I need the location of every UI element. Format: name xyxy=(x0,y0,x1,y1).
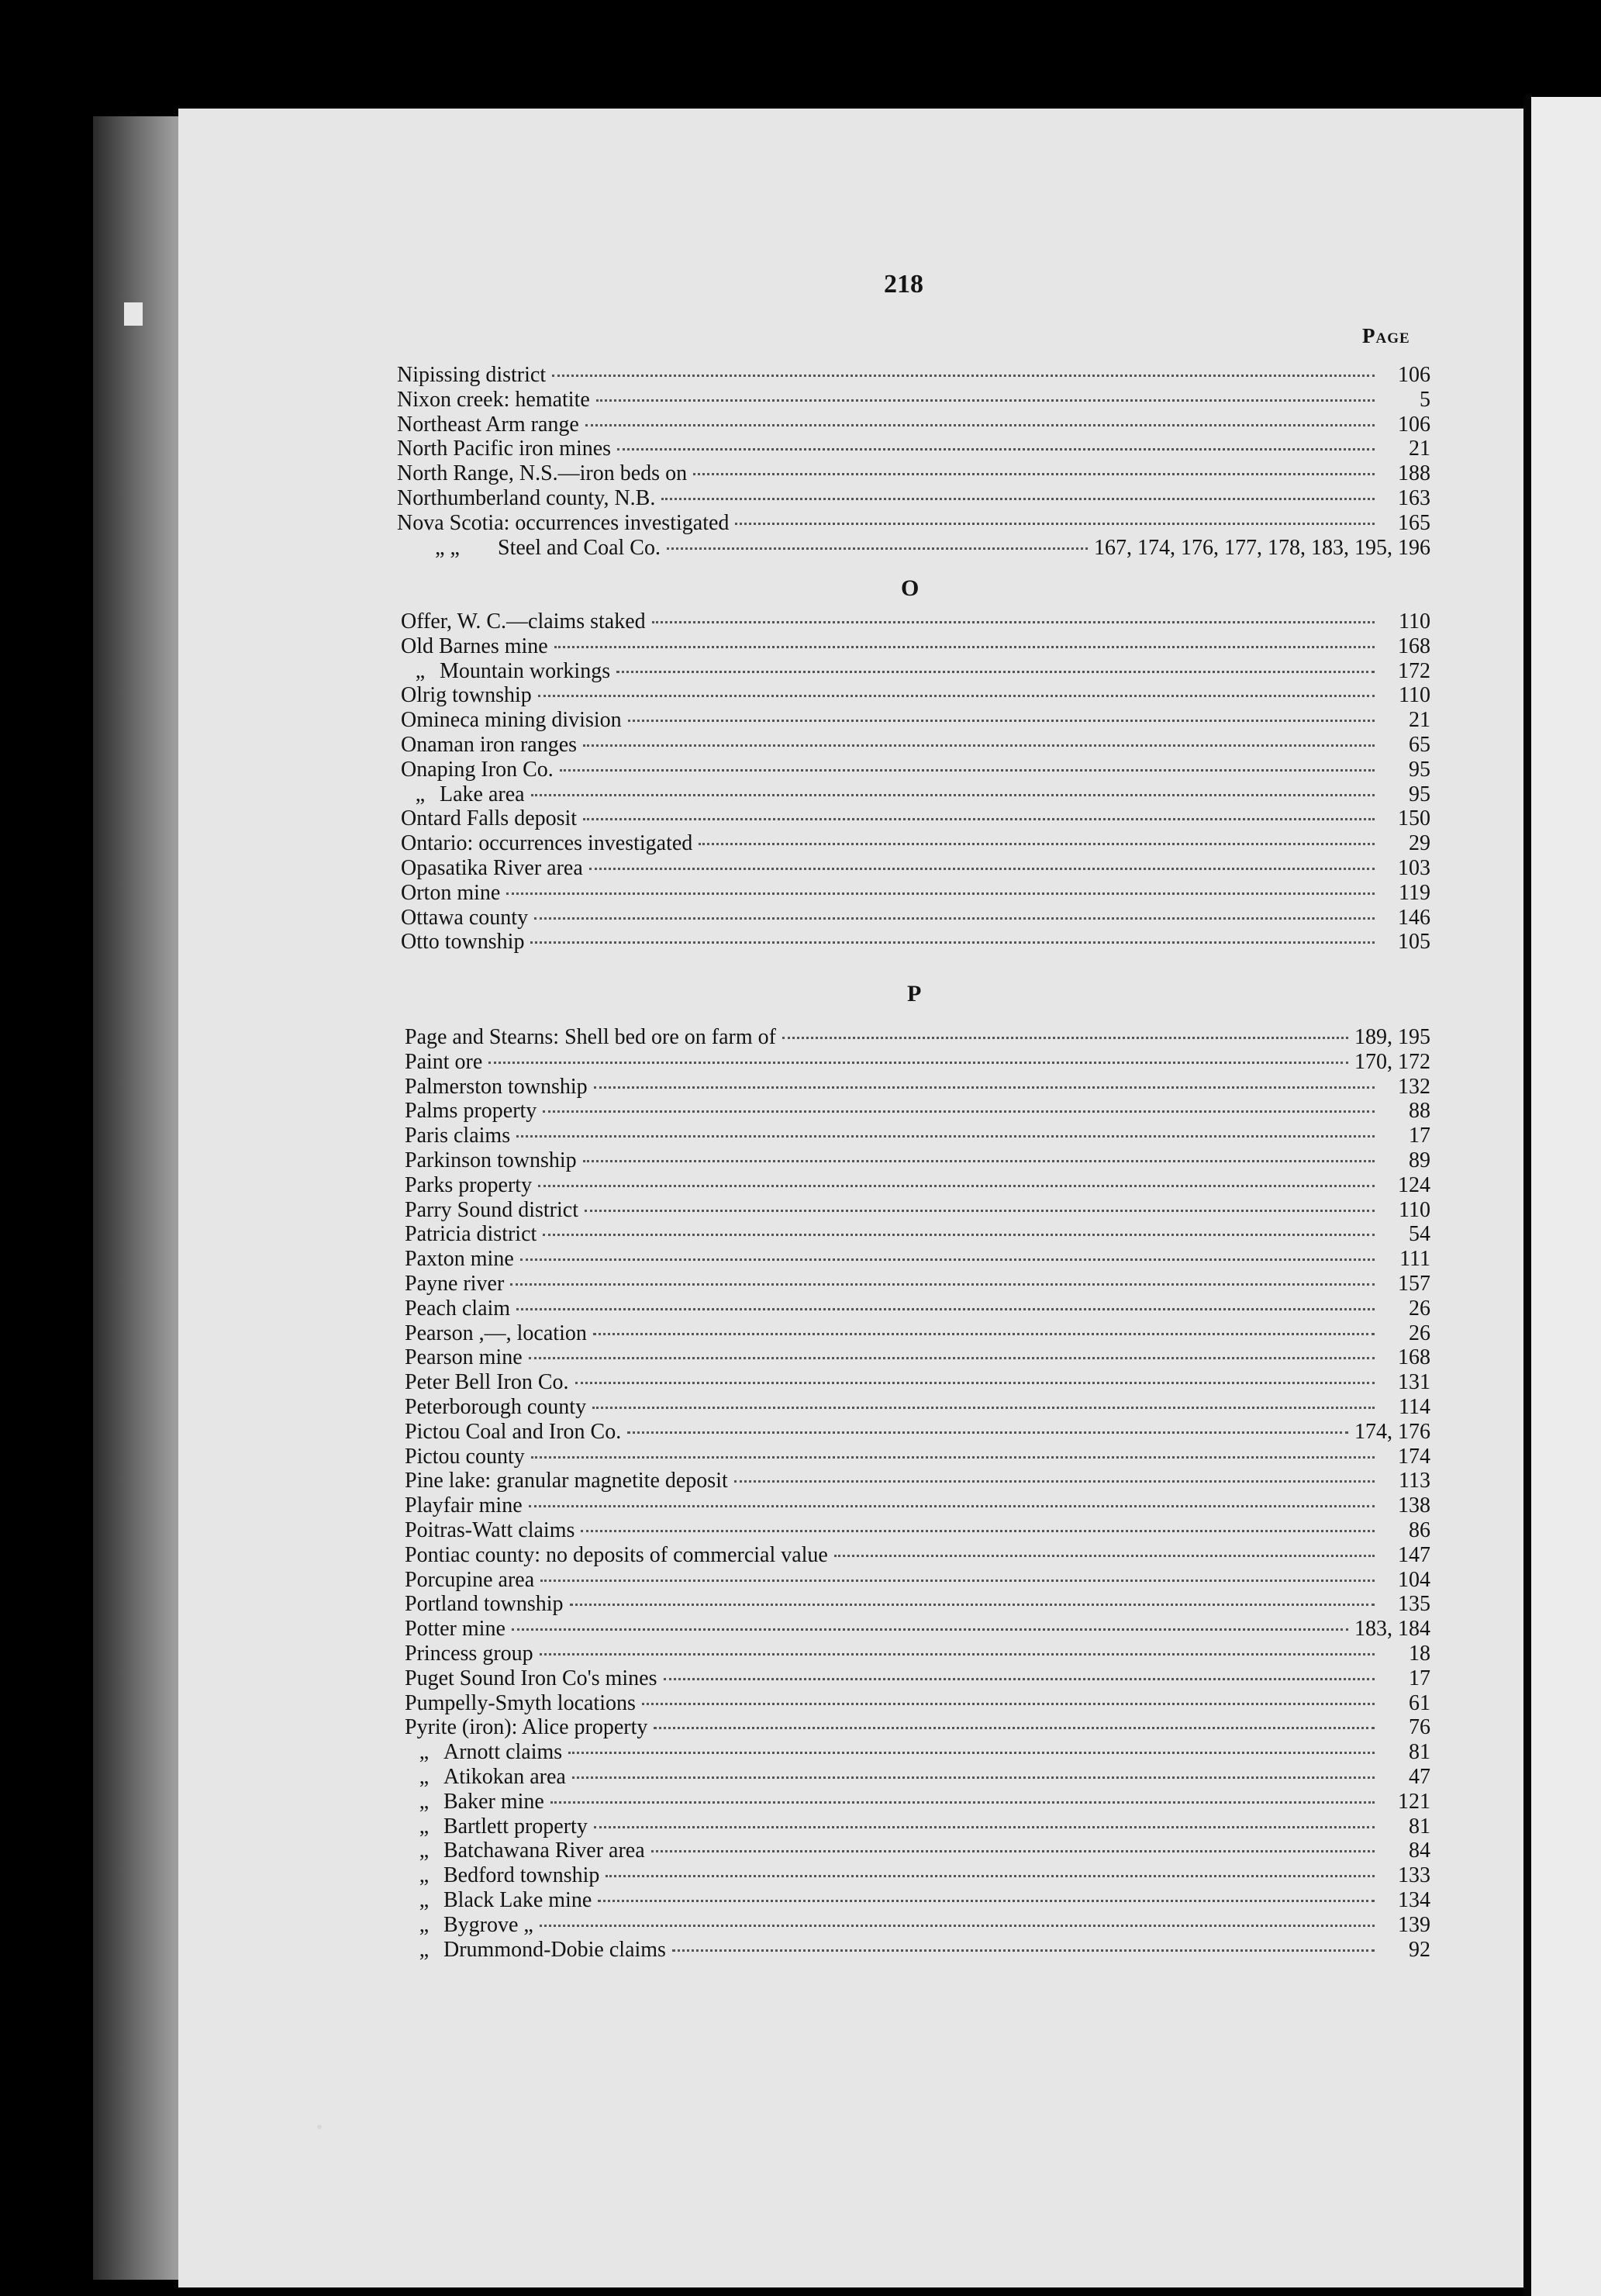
entry-label: Pine lake: granular magnetite deposit xyxy=(405,1469,728,1493)
entry-label: Black Lake mine xyxy=(443,1888,592,1912)
index-entry xyxy=(405,1888,1430,1913)
column-heading: Page xyxy=(1362,324,1410,347)
index-entry xyxy=(405,1814,1430,1839)
entry-pages: 111 xyxy=(1399,1247,1430,1272)
dot-leader xyxy=(516,1308,1375,1310)
index-entry xyxy=(397,511,1430,536)
index-entry xyxy=(405,1642,1430,1666)
dot-leader xyxy=(570,1604,1375,1606)
index-entry xyxy=(405,1025,1430,1050)
entry-pages: 121 xyxy=(1398,1789,1430,1814)
dot-leader xyxy=(540,1925,1375,1927)
entry-label: Lake area xyxy=(440,782,525,806)
dot-leader xyxy=(543,1234,1375,1236)
index-entry xyxy=(401,758,1430,782)
entry-label: North Range, N.S.—iron beds on xyxy=(397,461,688,486)
entry-label: Steel and Coal Co. xyxy=(498,535,661,560)
entry-pages: 113 xyxy=(1399,1469,1430,1493)
index-entry xyxy=(405,1445,1430,1469)
index-entry xyxy=(397,486,1430,511)
entry-pages: 147 xyxy=(1398,1542,1430,1567)
entry-label: Offer, W. C.—claims staked xyxy=(401,609,646,634)
index-entry xyxy=(405,1173,1430,1198)
index-entry xyxy=(401,609,1430,634)
index-entry xyxy=(405,1075,1430,1100)
entry-label: Olrig township xyxy=(401,683,532,708)
index-entry xyxy=(405,1296,1430,1321)
dot-leader xyxy=(530,941,1375,944)
entry-label: Parry Sound district xyxy=(405,1197,578,1222)
index-entry xyxy=(405,1913,1430,1938)
index-entry xyxy=(401,733,1430,758)
index-entry xyxy=(405,1592,1430,1617)
index-entry xyxy=(405,1493,1430,1518)
ditto-mark: „ xyxy=(419,1888,430,1912)
index-entry xyxy=(405,1124,1430,1148)
index-entry xyxy=(405,1247,1430,1272)
entry-pages: 89 xyxy=(1409,1148,1430,1172)
entry-pages: 81 xyxy=(1409,1740,1430,1765)
dot-leader xyxy=(667,547,1088,550)
entry-pages: 165 xyxy=(1398,510,1430,535)
index-entry xyxy=(405,1420,1430,1445)
entry-label: Paint ore xyxy=(405,1049,483,1074)
dot-leader xyxy=(594,1086,1375,1089)
entry-pages: 170, 172 xyxy=(1354,1049,1430,1074)
entry-pages: 157 xyxy=(1398,1272,1430,1296)
dot-leader xyxy=(540,1580,1375,1582)
ditto-mark: „ xyxy=(419,1863,430,1888)
entry-label: Pyrite (iron): Alice property xyxy=(405,1715,648,1740)
entry-pages: 76 xyxy=(1409,1715,1430,1740)
entry-pages: 174 xyxy=(1398,1444,1430,1469)
dot-leader xyxy=(572,1776,1375,1779)
entry-label: Ontard Falls deposit xyxy=(401,806,578,831)
dot-leader xyxy=(585,1210,1375,1212)
index-entry xyxy=(397,461,1430,486)
ditto-mark: „ xyxy=(419,1839,430,1863)
entry-label: North Pacific iron mines xyxy=(397,437,612,461)
entry-pages: 92 xyxy=(1409,1937,1430,1962)
entry-label: Bedford township xyxy=(443,1863,600,1888)
ditto-mark: „ xyxy=(419,1912,430,1937)
entry-label: Nipissing district xyxy=(397,363,547,387)
dot-leader xyxy=(699,843,1375,845)
entry-label: Peach claim xyxy=(405,1296,511,1321)
dot-leader xyxy=(652,621,1375,623)
entry-label: Onaping Iron Co. xyxy=(401,757,554,782)
dot-leader xyxy=(506,893,1375,895)
entry-label: Parkinson township xyxy=(405,1148,577,1172)
section-letter-p: P xyxy=(907,981,922,1006)
index-entry xyxy=(405,1198,1430,1223)
entry-pages: 61 xyxy=(1409,1690,1430,1715)
facing-page-edge xyxy=(1531,97,1601,2296)
entry-label: Page and Stearns: Shell bed ore on farm of xyxy=(405,1025,776,1049)
index-entry xyxy=(401,683,1430,708)
entry-label: Princess group xyxy=(405,1642,533,1666)
dot-leader xyxy=(628,720,1375,722)
entry-pages: 17 xyxy=(1409,1666,1430,1690)
entry-pages: 65 xyxy=(1409,733,1430,757)
index-entry xyxy=(405,1518,1430,1543)
index-entry xyxy=(397,363,1430,388)
entry-pages: 172 xyxy=(1398,658,1430,683)
entry-label: Nixon creek: hematite xyxy=(397,387,590,412)
entry-pages: 95 xyxy=(1409,782,1430,806)
index-entry xyxy=(401,856,1430,881)
entry-label: Porcupine area xyxy=(405,1567,535,1592)
dot-leader xyxy=(552,375,1375,377)
entry-pages: 139 xyxy=(1398,1912,1430,1937)
index-entry xyxy=(405,1148,1430,1173)
dot-leader xyxy=(568,1752,1375,1754)
entry-label: Northeast Arm range xyxy=(397,412,579,437)
index-entry xyxy=(405,1839,1430,1863)
dot-leader xyxy=(510,1283,1375,1286)
dot-leader xyxy=(488,1062,1348,1064)
dot-leader xyxy=(543,1110,1375,1113)
dot-leader xyxy=(672,1949,1375,1952)
entry-pages: 146 xyxy=(1398,905,1430,930)
entry-pages: 163 xyxy=(1398,486,1430,510)
dot-leader xyxy=(575,1382,1375,1384)
entry-pages: 54 xyxy=(1409,1222,1430,1247)
dot-leader xyxy=(664,1678,1375,1680)
entry-pages: 5 xyxy=(1420,387,1430,412)
entry-pages: 132 xyxy=(1398,1074,1430,1099)
entry-pages: 88 xyxy=(1409,1099,1430,1124)
index-entry xyxy=(401,806,1430,831)
entry-pages: 188 xyxy=(1398,461,1430,486)
entry-pages: 183, 184 xyxy=(1354,1617,1430,1642)
dot-leader xyxy=(642,1703,1375,1705)
entry-pages: 26 xyxy=(1409,1296,1430,1321)
entry-pages: 81 xyxy=(1409,1814,1430,1839)
entry-label: Baker mine xyxy=(443,1789,544,1814)
section-letter-o: O xyxy=(901,575,920,601)
index-entry xyxy=(401,831,1430,856)
dot-leader xyxy=(596,399,1375,402)
dot-leader xyxy=(583,744,1375,747)
index-entry xyxy=(405,1938,1430,1963)
entry-label: Portland township xyxy=(405,1592,564,1617)
entry-label: Orton mine xyxy=(401,880,501,905)
index-entry xyxy=(405,1469,1430,1493)
dot-leader xyxy=(735,523,1375,525)
index-entry xyxy=(405,1099,1430,1124)
dot-leader xyxy=(520,1258,1375,1261)
entry-label: Arnott claims xyxy=(443,1740,563,1765)
index-entry xyxy=(397,388,1430,413)
ditto-mark: „ xyxy=(419,1814,430,1839)
dot-leader xyxy=(531,1456,1375,1459)
entry-label: Nova Scotia: occurrences investigated xyxy=(397,510,730,535)
dot-leader xyxy=(654,1727,1375,1729)
entry-pages: 174, 176 xyxy=(1354,1419,1430,1444)
dot-leader xyxy=(627,1431,1348,1434)
entry-pages: 84 xyxy=(1409,1839,1430,1863)
entry-pages: 86 xyxy=(1409,1518,1430,1542)
ditto-mark: „ „ xyxy=(435,535,460,560)
index-entry xyxy=(401,782,1430,807)
entry-pages: 119 xyxy=(1399,880,1430,905)
dot-leader xyxy=(531,794,1375,796)
entry-pages: 124 xyxy=(1398,1172,1430,1197)
entry-label: Potter mine xyxy=(405,1617,505,1642)
ditto-mark: „ xyxy=(415,658,426,683)
index-entry xyxy=(405,1790,1430,1814)
index-entry xyxy=(397,413,1430,437)
index-entry xyxy=(405,1568,1430,1593)
dot-leader xyxy=(834,1555,1375,1557)
dot-leader xyxy=(554,646,1375,648)
dot-leader xyxy=(585,424,1375,426)
dot-leader xyxy=(617,448,1375,451)
dot-leader xyxy=(512,1628,1348,1631)
entry-label: Atikokan area xyxy=(443,1765,566,1789)
dot-leader xyxy=(560,769,1375,772)
entry-pages: 131 xyxy=(1398,1370,1430,1395)
index-entry xyxy=(405,1715,1430,1740)
entry-pages: 110 xyxy=(1399,609,1430,634)
entry-label: Patricia district xyxy=(405,1222,537,1247)
dot-leader xyxy=(661,498,1375,500)
entry-label: Bartlett property xyxy=(443,1814,588,1839)
dot-leader xyxy=(782,1037,1348,1039)
entry-label: Onaman iron ranges xyxy=(401,733,578,757)
dot-leader xyxy=(538,1185,1375,1187)
index-entry xyxy=(401,906,1430,930)
entry-pages: 106 xyxy=(1398,363,1430,387)
ditto-mark: „ xyxy=(419,1789,430,1814)
entry-pages: 17 xyxy=(1409,1124,1430,1148)
dot-leader xyxy=(529,1505,1375,1507)
entry-label: Parks property xyxy=(405,1172,533,1197)
entry-pages: 29 xyxy=(1409,831,1430,856)
entry-pages: 114 xyxy=(1399,1395,1430,1419)
entry-pages: 150 xyxy=(1398,806,1430,831)
index-entry xyxy=(405,1765,1430,1790)
index-entry xyxy=(405,1666,1430,1691)
entry-pages: 110 xyxy=(1399,1197,1430,1222)
entry-pages: 135 xyxy=(1398,1592,1430,1617)
entry-pages: 18 xyxy=(1409,1642,1430,1666)
entry-label: Drummond-Dobie claims xyxy=(443,1937,666,1962)
entry-label: Playfair mine xyxy=(405,1493,523,1518)
entry-label: Peter Bell Iron Co. xyxy=(405,1370,569,1395)
entry-label: Omineca mining division xyxy=(401,708,622,733)
index-entry xyxy=(405,1543,1430,1568)
index-entry xyxy=(405,1395,1430,1420)
index-entry xyxy=(405,1272,1430,1296)
index-entry xyxy=(405,1863,1430,1888)
entry-pages: 95 xyxy=(1409,757,1430,782)
entry-pages: 138 xyxy=(1398,1493,1430,1518)
entry-pages: 189, 195 xyxy=(1354,1025,1430,1049)
index-entry xyxy=(401,708,1430,733)
entry-pages: 168 xyxy=(1398,1345,1430,1370)
index-entry xyxy=(405,1345,1430,1370)
dot-leader xyxy=(734,1480,1375,1483)
entry-label: Peterborough county xyxy=(405,1395,587,1419)
dot-leader xyxy=(589,868,1375,870)
index-entry xyxy=(401,634,1430,659)
entry-label: Old Barnes mine xyxy=(401,634,548,658)
entry-pages: 26 xyxy=(1409,1321,1430,1345)
page-number: 218 xyxy=(884,270,923,299)
entry-label: Opasatika River area xyxy=(401,856,583,880)
index-entry xyxy=(401,659,1430,684)
entry-label: Palms property xyxy=(405,1099,537,1124)
entry-pages: 110 xyxy=(1399,683,1430,708)
entry-pages: 21 xyxy=(1409,708,1430,733)
entry-label: Northumberland county, N.B. xyxy=(397,486,656,510)
entry-label: Paxton mine xyxy=(405,1247,514,1272)
entry-label: Ottawa county xyxy=(401,905,529,930)
dot-leader xyxy=(616,671,1375,673)
ditto-mark: „ xyxy=(419,1765,430,1789)
entry-label: Bygrove „ xyxy=(443,1912,533,1937)
index-entry xyxy=(397,536,1430,561)
entry-label: Paris claims xyxy=(405,1124,511,1148)
entry-label: Pictou county xyxy=(405,1444,525,1469)
entry-pages: 106 xyxy=(1398,412,1430,437)
dot-leader xyxy=(606,1875,1375,1877)
index-entry xyxy=(405,1222,1430,1247)
entry-label: Pumpelly-Smyth locations xyxy=(405,1690,636,1715)
entry-label: Poitras-Watt claims xyxy=(405,1518,575,1542)
entry-pages: 133 xyxy=(1398,1863,1430,1888)
dot-leader xyxy=(540,1653,1375,1656)
index-entry xyxy=(405,1050,1430,1075)
entry-pages: 47 xyxy=(1409,1765,1430,1789)
ditto-mark: „ xyxy=(415,782,426,806)
paper-dot xyxy=(317,2125,322,2129)
entry-label: Pearson ,—, location xyxy=(405,1321,587,1345)
entry-label: Pearson mine xyxy=(405,1345,523,1370)
index-entry xyxy=(405,1321,1430,1346)
entry-label: Puget Sound Iron Co's mines xyxy=(405,1666,657,1690)
ditto-mark: „ xyxy=(419,1937,430,1962)
index-entry xyxy=(401,881,1430,906)
index-entry xyxy=(405,1691,1430,1716)
entry-pages: 21 xyxy=(1409,437,1430,461)
dot-leader xyxy=(693,473,1375,475)
entry-label: Pictou Coal and Iron Co. xyxy=(405,1419,622,1444)
entry-label: Pontiac county: no deposits of commercial value xyxy=(405,1542,828,1567)
entry-label: Otto township xyxy=(401,930,525,955)
dot-leader xyxy=(583,1160,1375,1162)
dot-leader xyxy=(538,695,1375,697)
index-entry xyxy=(401,930,1430,955)
entry-pages: 167, 174, 176, 177, 178, 183, 195, 196 xyxy=(1094,535,1430,560)
entry-label: Mountain workings xyxy=(440,658,611,683)
dot-leader xyxy=(583,818,1375,820)
dot-leader xyxy=(529,1357,1375,1359)
index-entry xyxy=(397,437,1430,461)
entry-pages: 104 xyxy=(1398,1567,1430,1592)
dot-leader xyxy=(598,1900,1375,1902)
paper-mark xyxy=(124,302,143,326)
index-entry xyxy=(405,1740,1430,1765)
index-entry xyxy=(405,1617,1430,1642)
entry-label: Payne river xyxy=(405,1272,505,1296)
entry-pages: 105 xyxy=(1398,930,1430,955)
ditto-mark: „ xyxy=(419,1740,430,1765)
dot-leader xyxy=(534,917,1375,920)
entry-pages: 134 xyxy=(1398,1888,1430,1912)
dot-leader xyxy=(516,1135,1375,1138)
dot-leader xyxy=(594,1826,1375,1828)
index-entry xyxy=(405,1370,1430,1395)
dot-leader xyxy=(592,1407,1375,1409)
entry-label: Palmerston township xyxy=(405,1074,588,1099)
dot-leader xyxy=(593,1333,1375,1335)
entry-label: Ontario: occurrences investigated xyxy=(401,831,693,856)
entry-pages: 103 xyxy=(1398,856,1430,880)
dot-leader xyxy=(550,1801,1375,1804)
dot-leader xyxy=(651,1850,1375,1852)
entry-pages: 168 xyxy=(1398,634,1430,658)
dot-leader xyxy=(581,1530,1375,1532)
entry-label: Batchawana River area xyxy=(443,1839,645,1863)
